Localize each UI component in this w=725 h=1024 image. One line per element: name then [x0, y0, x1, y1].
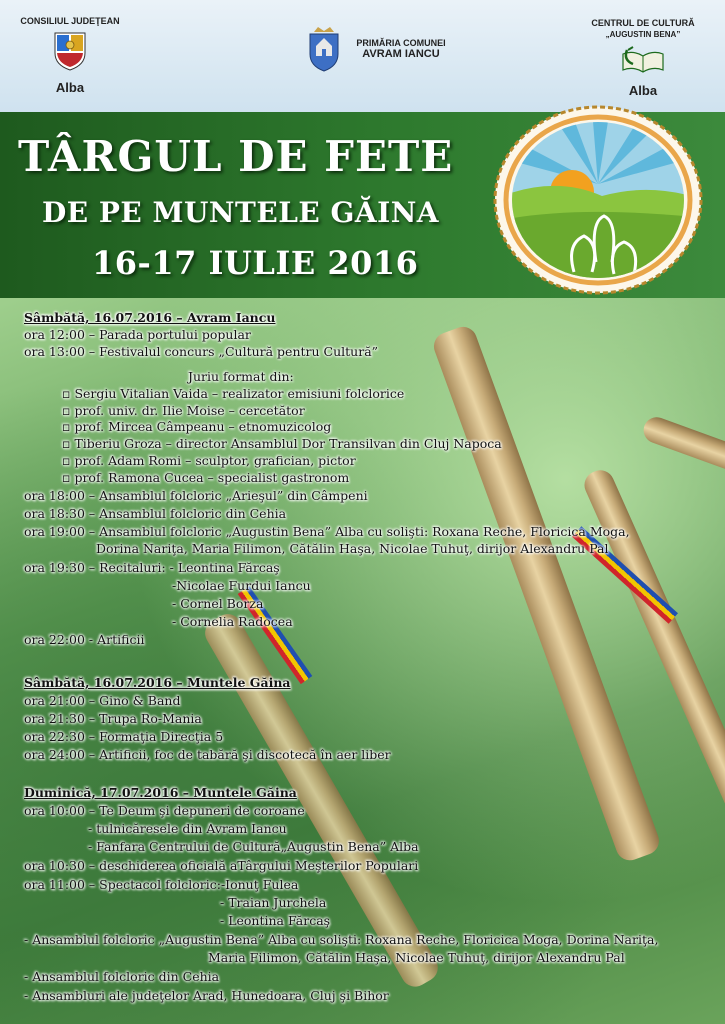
- program-line: - Ansamblul folcloric din Cehia: [24, 969, 220, 984]
- county-council-location: Alba: [55, 80, 85, 95]
- culture-center-title: CENTRUL DE CULTURĂ: [591, 18, 695, 28]
- jury-heading: Juriu format din:: [188, 369, 294, 384]
- day2-heading: Duminică, 17.07.2016 – Muntele Găina: [24, 785, 297, 800]
- program-line: Maria Filimon, Cătălin Haşa, Nicolae Tuhuţ, dirijor Alexandru Pal: [208, 950, 625, 965]
- program-line: Dorina Nariţa, Maria Filimon, Cătălin Haşa, Nicolae Tuhuţ, dirijor Alexandru Pal: [96, 541, 609, 556]
- program-line: - Cornelia Radocea: [172, 614, 293, 629]
- event-subtitle: DE PE MUNTELE GĂINA: [42, 196, 440, 229]
- program-section: [0, 298, 725, 1024]
- commune-name: AVRAM IANCU: [362, 48, 440, 60]
- program-line: ora 22:00 - Artificii: [24, 632, 145, 647]
- county-crest-icon: [53, 31, 87, 71]
- program-line: ora 19:30 – Recitaluri: - Leontina Fărcaş: [24, 560, 280, 575]
- program-line: - Leontina Fărcaş: [220, 913, 331, 928]
- jury-member: ▫ Sergiu Vitalian Vaida – realizator emisiuni folclorice: [62, 386, 405, 401]
- program-line: ora 13:00 – Festivalul concurs „Cultură pentru Cultură”: [24, 344, 379, 359]
- culture-center-location: Alba: [628, 83, 658, 98]
- program-line: ora 24:00 – Artificii, foc de tabără şi discotecă în aer liber: [24, 747, 391, 762]
- program-line: ora 18:30 – Ansamblul folcloric din Cehia: [24, 506, 287, 521]
- program-line: - Ansambluri ale judeţelor Arad, Hunedoara, Cluj şi Bihor: [24, 988, 389, 1003]
- county-council-title: CONSILIUL JUDEŢEAN: [20, 16, 120, 26]
- jury-member: ▫ prof. univ. dr. Ilie Moise – cercetător: [62, 403, 305, 418]
- program-line: - Ansamblul folcloric „Augustin Bena” Alba cu solişti: Roxana Reche, Floricica Moga, Dorina Nariţa,: [24, 932, 659, 947]
- culture-center-block: [578, 18, 708, 98]
- festival-logo-icon: [492, 104, 704, 296]
- program-line: ora 19:00 – Ansamblul folcloric „Augustin Bena” Alba cu solişti: Roxana Reche, Floricica Moga,: [24, 524, 630, 539]
- flute-decoration: [640, 414, 725, 479]
- program-line: ora 21:00 – Gino & Band: [24, 693, 181, 708]
- program-line: ora 18:00 – Ansamblul folcloric „Arieşul” din Câmpeni: [24, 488, 368, 503]
- program-line: - Traian Jurchela: [220, 895, 327, 910]
- program-line: - Fanfara Centrului de Cultură„Augustin Bena” Alba: [88, 839, 419, 854]
- event-title: TÂRGUL DE FETE: [18, 132, 454, 181]
- event-dates: 16-17 IULIE 2016: [92, 244, 419, 282]
- county-council-block: [10, 16, 130, 95]
- commune-crest-icon: [308, 26, 340, 72]
- header-bar: [0, 0, 725, 112]
- commune-title: PRIMĂRIA COMUNEI: [356, 38, 446, 48]
- day1-heading: Sâmbătă, 16.07.2016 – Avram Iancu: [24, 310, 276, 325]
- flute-decoration: [430, 323, 663, 864]
- program-line: ora 12:00 – Parada portului popular: [24, 327, 251, 342]
- jury-member: ▫ prof. Ramona Cucea – specialist gastronom: [62, 470, 350, 485]
- program-line: ora 10:30 – deschiderea oficială aTârgului Meşterilor Populari: [24, 858, 419, 873]
- culture-center-name: „AUGUSTIN BENA”: [605, 30, 681, 39]
- commune-block: [346, 38, 456, 60]
- program-line: - Cornel Borza: [172, 596, 264, 611]
- program-line: ora 21:30 – Trupa Ro-Mania: [24, 711, 202, 726]
- jury-member: ▫ prof. Adam Romi – sculptor, grafician, pictor: [62, 453, 356, 468]
- program-line: -Nicolae Furdui Iancu: [172, 578, 311, 593]
- book-lyre-logo-icon: [619, 44, 667, 74]
- jury-member: ▫ Tiberiu Groza – director Ansamblul Dor Transilvan din Cluj Napoca: [62, 436, 502, 451]
- program-line: ora 10:00 – Te Deum şi depuneri de coroane: [24, 803, 305, 818]
- day1-evening-heading: Sâmbătă, 16.07.2016 – Muntele Găina: [24, 675, 291, 690]
- jury-member: ▫ prof. Mircea Câmpeanu – etnomuzicolog: [62, 419, 332, 434]
- program-line: ora 11:00 – Spectacol folcloric:-Ionuţ Fulea: [24, 877, 299, 892]
- program-line: ora 22:30 – Formaţia Direcţia 5: [24, 729, 224, 744]
- program-line: - tulnicăresele din Avram Iancu: [88, 821, 287, 836]
